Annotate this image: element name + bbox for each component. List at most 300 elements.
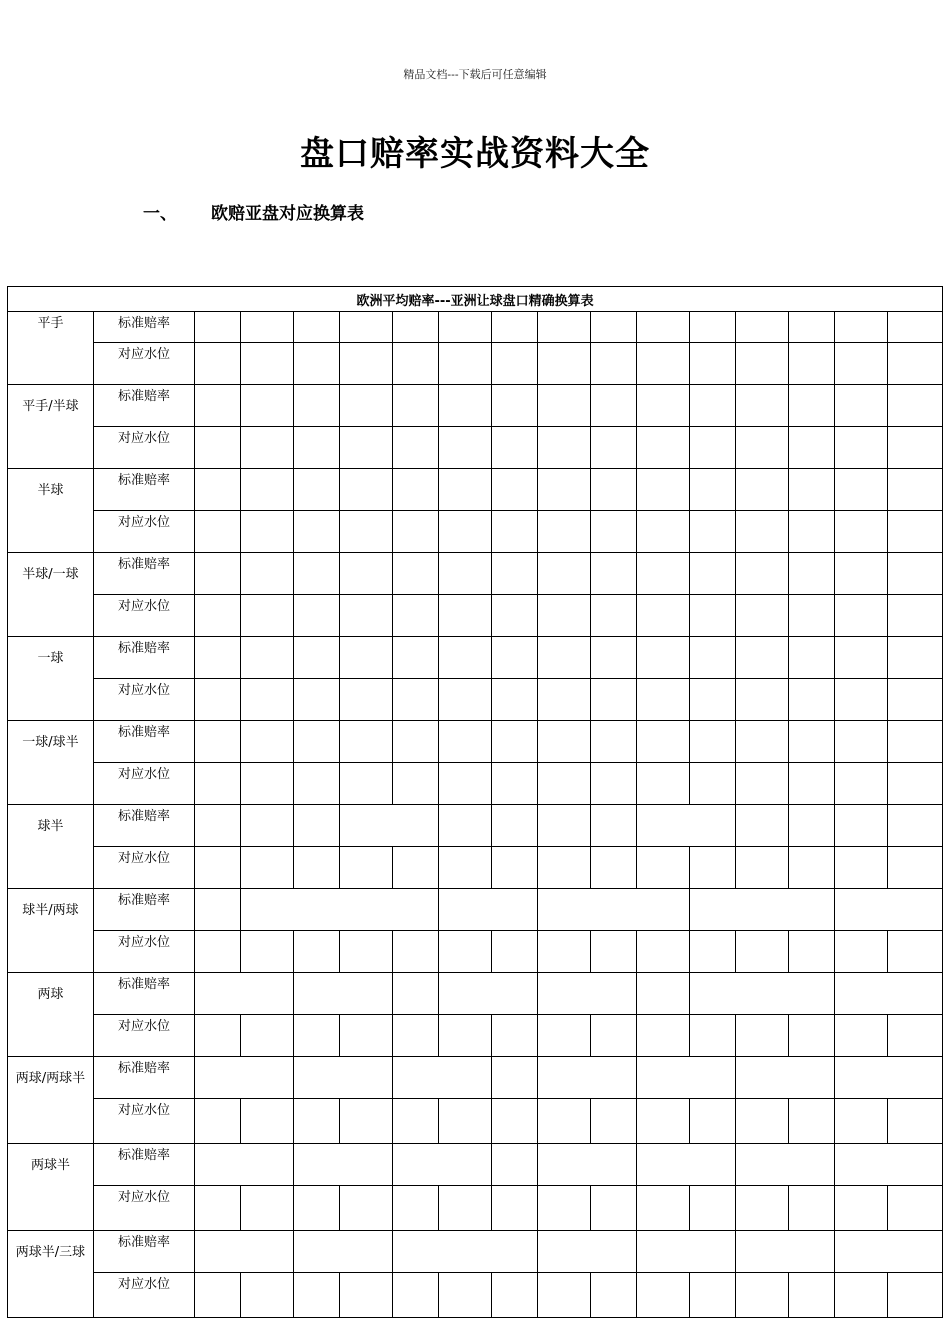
odds-cell [294,1057,393,1099]
water-cell [736,343,789,385]
row-label-water: 对应水位 [94,343,195,385]
odds-cell [294,553,340,595]
odds-cell [195,637,241,679]
odds-cell [340,637,393,679]
water-cell [538,511,591,553]
water-cell [789,763,835,805]
row-label-water: 对应水位 [94,1186,195,1231]
handicap-label: 两球 [8,973,94,1057]
odds-cell [241,805,294,847]
odds-cell [736,469,789,511]
water-cell [195,931,241,973]
odds-cell [294,1231,393,1273]
odds-cell [690,889,835,931]
water-cell [591,1186,637,1231]
odds-cell [195,1144,294,1186]
water-cell [888,343,943,385]
row-label-odds: 标准赔率 [94,553,195,595]
odds-cell [591,805,637,847]
water-cell [637,427,690,469]
water-cell [591,1273,637,1318]
odds-cell [736,1231,835,1273]
water-cell [492,427,538,469]
table-row [8,312,943,343]
odds-cell [241,889,439,931]
odds-cell [294,721,340,763]
odds-cell [294,385,340,427]
odds-cell [241,553,294,595]
water-cell [835,1273,888,1318]
odds-cell [591,553,637,595]
odds-cell [492,312,538,343]
odds-cell [439,469,492,511]
water-cell [294,1099,340,1144]
water-cell [591,679,637,721]
table-row [8,385,943,427]
water-cell [538,1273,591,1318]
water-cell [690,763,736,805]
water-cell [241,511,294,553]
odds-cell [637,637,690,679]
odds-cell [637,553,690,595]
odds-cell [888,385,943,427]
water-cell [439,595,492,637]
odds-cell [439,553,492,595]
odds-cell [637,1231,736,1273]
water-cell [294,343,340,385]
table-row [8,889,943,931]
row-label-water: 对应水位 [94,1273,195,1318]
odds-cell [538,469,591,511]
water-cell [195,343,241,385]
water-cell [294,763,340,805]
odds-cell [393,1144,492,1186]
odds-cell [439,721,492,763]
water-cell [195,1273,241,1318]
water-cell [241,847,294,889]
odds-cell [591,721,637,763]
odds-cell [888,805,943,847]
odds-cell [736,1144,835,1186]
water-cell [591,595,637,637]
odds-cell [195,889,241,931]
water-cell [591,847,637,889]
water-cell [736,1099,789,1144]
odds-cell [637,721,690,763]
water-cell [241,1186,294,1231]
handicap-label: 一球 [8,637,94,721]
odds-cell [637,1144,736,1186]
water-cell [637,1015,690,1057]
water-cell [835,931,888,973]
water-cell [294,511,340,553]
odds-cell [492,1144,538,1186]
odds-cell [340,385,393,427]
table-row [8,469,943,511]
water-cell [835,1015,888,1057]
handicap-label: 两球/两球半 [8,1057,94,1144]
odds-cell [835,385,888,427]
water-cell [888,931,943,973]
odds-cell [195,469,241,511]
odds-cell [393,385,439,427]
water-cell [340,679,393,721]
odds-cell [195,553,241,595]
water-cell [340,931,393,973]
table-row [8,973,943,1015]
row-label-odds: 标准赔率 [94,805,195,847]
odds-cell [195,385,241,427]
odds-cell [241,637,294,679]
odds-cell [340,721,393,763]
water-cell [393,511,439,553]
odds-cell [538,312,591,343]
odds-cell [736,1057,835,1099]
odds-cell [736,553,789,595]
odds-cell [736,385,789,427]
water-cell [439,679,492,721]
odds-cell [538,973,637,1015]
odds-cell [241,312,294,343]
odds-cell [492,805,538,847]
odds-cell [393,312,439,343]
water-cell [835,427,888,469]
water-cell [195,1099,241,1144]
odds-cell [294,1144,393,1186]
water-cell [393,931,439,973]
water-cell [393,343,439,385]
row-label-odds: 标准赔率 [94,312,195,343]
odds-cell [538,1231,637,1273]
odds-cell [690,469,736,511]
odds-cell [492,553,538,595]
water-cell [340,763,393,805]
odds-cell [439,973,538,1015]
document-title: 盘口赔率实战资料大全 [300,134,650,174]
odds-cell [835,1057,943,1099]
odds-cell [195,805,241,847]
odds-cell [591,312,637,343]
odds-cell [888,553,943,595]
water-cell [241,427,294,469]
row-label-water: 对应水位 [94,511,195,553]
water-cell [690,847,736,889]
table-row [8,1144,943,1186]
water-cell [439,1273,492,1318]
handicap-label: 一球/球半 [8,721,94,805]
odds-cell [492,721,538,763]
row-label-odds: 标准赔率 [94,721,195,763]
table-row [8,553,943,595]
water-cell [637,511,690,553]
water-cell [340,343,393,385]
water-cell [591,1099,637,1144]
water-cell [195,763,241,805]
water-cell [340,847,393,889]
water-cell [538,1099,591,1144]
water-cell [789,847,835,889]
handicap-label: 半球/一球 [8,553,94,637]
water-cell [690,1273,736,1318]
water-cell [591,931,637,973]
odds-cell [340,469,393,511]
water-cell [835,679,888,721]
odds-cell [393,1057,492,1099]
odds-cell [888,312,943,343]
odds-cell [888,469,943,511]
odds-cell [393,1231,538,1273]
odds-cell [591,469,637,511]
table-row [8,847,943,889]
odds-cell [789,805,835,847]
water-cell [439,343,492,385]
water-cell [637,679,690,721]
odds-cell [538,553,591,595]
odds-cell [835,1231,943,1273]
water-cell [637,1099,690,1144]
water-cell [736,679,789,721]
row-label-odds: 标准赔率 [94,385,195,427]
odds-cell [538,721,591,763]
odds-cell [789,385,835,427]
water-cell [591,343,637,385]
handicap-label: 球半 [8,805,94,889]
odds-cell [241,721,294,763]
odds-cell [835,637,888,679]
water-cell [492,1015,538,1057]
water-cell [637,1273,690,1318]
odds-cell [294,469,340,511]
water-cell [736,847,789,889]
odds-cell [637,805,736,847]
odds-cell [492,637,538,679]
water-cell [294,595,340,637]
water-cell [294,1015,340,1057]
water-cell [637,847,690,889]
water-cell [538,1015,591,1057]
water-cell [393,1015,439,1057]
water-cell [195,1015,241,1057]
water-cell [340,1186,393,1231]
odds-cell [637,469,690,511]
water-cell [439,763,492,805]
odds-cell [294,637,340,679]
odds-cell [492,385,538,427]
water-cell [888,679,943,721]
odds-cell [789,721,835,763]
water-cell [393,763,439,805]
water-cell [888,595,943,637]
odds-cell [393,469,439,511]
odds-cell [888,721,943,763]
odds-cell [690,312,736,343]
water-cell [888,511,943,553]
water-cell [294,1186,340,1231]
water-cell [736,511,789,553]
water-cell [241,931,294,973]
water-cell [637,931,690,973]
odds-cell [736,721,789,763]
water-cell [736,427,789,469]
water-cell [888,1099,943,1144]
odds-cell [637,385,690,427]
water-cell [294,931,340,973]
odds-cell [538,637,591,679]
water-cell [736,931,789,973]
odds-cell [538,385,591,427]
water-cell [439,1186,492,1231]
odds-cell [241,469,294,511]
odds-cell [439,805,492,847]
water-cell [789,1015,835,1057]
water-cell [789,427,835,469]
handicap-label: 平手 [8,312,94,385]
water-cell [195,595,241,637]
water-cell [393,427,439,469]
odds-cell [195,721,241,763]
water-cell [492,763,538,805]
row-label-water: 对应水位 [94,931,195,973]
water-cell [690,595,736,637]
table-row [8,931,943,973]
water-cell [736,1273,789,1318]
water-cell [591,511,637,553]
odds-cell [195,1057,294,1099]
water-cell [888,847,943,889]
odds-cell [492,1057,538,1099]
table-row [8,721,943,763]
row-label-odds: 标准赔率 [94,469,195,511]
water-cell [492,679,538,721]
water-cell [340,1015,393,1057]
row-label-odds: 标准赔率 [94,637,195,679]
water-cell [591,427,637,469]
table-row [8,343,943,385]
odds-cell [439,889,538,931]
table-caption: 欧洲平均赔率---亚洲让球盘口精确换算表 [8,287,943,312]
water-cell [888,427,943,469]
water-cell [690,511,736,553]
water-cell [789,1273,835,1318]
table-row [8,511,943,553]
water-cell [690,343,736,385]
table-row [8,1273,943,1318]
water-cell [690,679,736,721]
table-row [8,637,943,679]
water-cell [835,763,888,805]
water-cell [736,595,789,637]
odds-cell [789,637,835,679]
water-cell [736,1015,789,1057]
odds-cell [538,1144,637,1186]
water-cell [690,931,736,973]
odds-cell [736,805,789,847]
water-cell [789,343,835,385]
odds-cell [294,805,340,847]
odds-cell [340,312,393,343]
water-cell [439,847,492,889]
water-cell [294,1273,340,1318]
water-cell [492,595,538,637]
water-cell [393,1186,439,1231]
odds-cell [195,1231,294,1273]
odds-cell [888,637,943,679]
water-cell [241,679,294,721]
water-cell [538,763,591,805]
water-cell [888,1015,943,1057]
odds-cell [294,312,340,343]
water-cell [439,427,492,469]
water-cell [393,1273,439,1318]
water-cell [538,679,591,721]
table-row [8,805,943,847]
water-cell [538,427,591,469]
table-row [8,1231,943,1273]
water-cell [789,679,835,721]
row-label-odds: 标准赔率 [94,1057,195,1099]
row-label-odds: 标准赔率 [94,1231,195,1273]
water-cell [637,1186,690,1231]
water-cell [789,931,835,973]
water-cell [736,1186,789,1231]
table-row [8,679,943,721]
row-label-water: 对应水位 [94,427,195,469]
row-label-water: 对应水位 [94,595,195,637]
water-cell [591,1015,637,1057]
water-cell [294,679,340,721]
water-cell [294,427,340,469]
section-number: 一、 [143,204,177,224]
odds-cell [340,805,439,847]
odds-cell [835,312,888,343]
water-cell [888,763,943,805]
water-cell [340,595,393,637]
odds-cell [789,312,835,343]
odds-cell [835,973,943,1015]
odds-cell [538,889,690,931]
odds-cell [789,469,835,511]
water-cell [492,511,538,553]
water-cell [835,1099,888,1144]
water-cell [835,511,888,553]
odds-conversion-table [7,286,943,1318]
odds-cell [195,312,241,343]
water-cell [736,763,789,805]
table-row [8,1099,943,1144]
water-cell [690,427,736,469]
odds-cell [538,1057,637,1099]
odds-cell [439,385,492,427]
odds-cell [393,973,439,1015]
odds-cell [591,385,637,427]
odds-cell [690,385,736,427]
row-label-water: 对应水位 [94,847,195,889]
odds-cell [637,1057,736,1099]
water-cell [393,595,439,637]
water-cell [492,343,538,385]
water-cell [538,343,591,385]
water-cell [789,1099,835,1144]
odds-cell [690,721,736,763]
water-cell [340,1273,393,1318]
water-cell [241,1099,294,1144]
handicap-label: 球半/两球 [8,889,94,973]
odds-cell [835,889,943,931]
odds-cell [393,553,439,595]
water-cell [637,343,690,385]
water-cell [789,1186,835,1231]
section-title: 欧赔亚盘对应换算表 [211,204,364,224]
